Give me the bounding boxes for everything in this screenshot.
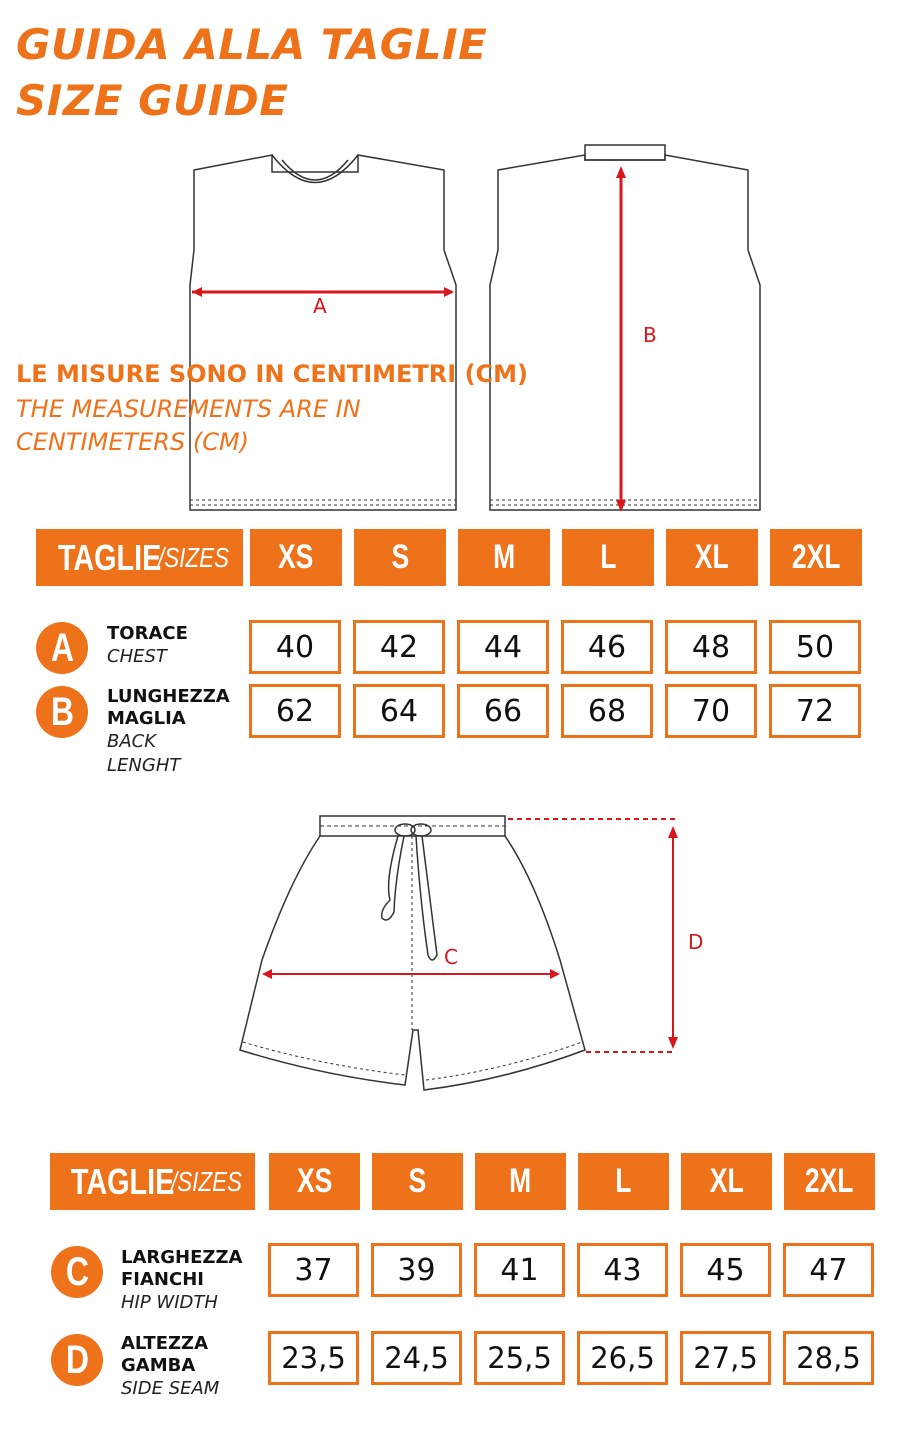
- page-subtitle: SIZE GUIDE: [16, 76, 289, 125]
- chest-l-value: 46: [561, 620, 653, 674]
- page-title: GUIDA ALLA TAGLIE: [16, 20, 488, 69]
- hip-xl-value: 45: [680, 1243, 771, 1297]
- hip-l-value: 43: [577, 1243, 668, 1297]
- seam-s-value: 24,5: [371, 1331, 462, 1385]
- shirt-size-m: M: [458, 529, 550, 586]
- shirt-size-xl: XL: [666, 529, 758, 586]
- shorts-size-m: M: [475, 1153, 566, 1210]
- length-l-value: 68: [561, 684, 653, 738]
- measure-c-arrow-right: [550, 969, 560, 979]
- length-xl-value: 70: [665, 684, 757, 738]
- measure-d-label: D: [688, 930, 704, 954]
- shorts-size-l: L: [578, 1153, 669, 1210]
- row-c-label: [121, 1247, 256, 1315]
- hip-2xl-value: 47: [783, 1243, 874, 1297]
- shirt-size-l: L: [562, 529, 654, 586]
- row-d-badge: D: [51, 1334, 103, 1386]
- length-s-value: 64: [353, 684, 445, 738]
- units-note-en: THE MEASUREMENTS ARE IN CENTIMETERS (CM): [16, 395, 361, 456]
- measure-c-label: C: [444, 945, 458, 969]
- shorts-size-xl: XL: [681, 1153, 772, 1210]
- shorts-sizes-header: [50, 1153, 255, 1210]
- shorts-size-xs: XS: [269, 1153, 360, 1210]
- row-d-label: [121, 1333, 231, 1401]
- hip-m-value: 41: [474, 1243, 565, 1297]
- shirt-header-en: /SIZES: [157, 541, 229, 573]
- measure-d-arrow-bottom: [668, 1037, 678, 1049]
- shirt-size-2xl: 2XL: [770, 529, 862, 586]
- length-2xl-value: 72: [769, 684, 861, 738]
- row-b-label-it: LUNGHEZZA MAGLIA: [107, 686, 230, 729]
- measure-d-arrow-top: [668, 826, 678, 838]
- shorts-size-s: S: [372, 1153, 463, 1210]
- measure-a-arrow-left: [192, 287, 202, 297]
- seam-l-value: 26,5: [577, 1331, 668, 1385]
- chest-s-value: 42: [353, 620, 445, 674]
- measure-b-label: B: [643, 323, 657, 347]
- row-b-label: [107, 686, 242, 778]
- row-d-label-en: SIDE SEAM: [121, 1378, 220, 1399]
- shirt-header-it: TAGLIE: [58, 536, 162, 578]
- seam-2xl-value: 28,5: [783, 1331, 874, 1385]
- chest-xs-value: 40: [249, 620, 341, 674]
- row-a-label-en: CHEST: [107, 646, 167, 667]
- shirt-back-drawing: [490, 145, 760, 510]
- chest-2xl-value: 50: [769, 620, 861, 674]
- shirt-sizes-header: [36, 529, 243, 586]
- seam-xl-value: 27,5: [680, 1331, 771, 1385]
- row-c-badge: C: [51, 1246, 103, 1298]
- row-a-badge: A: [36, 622, 88, 674]
- length-m-value: 66: [457, 684, 549, 738]
- row-b-badge: B: [36, 686, 88, 738]
- measure-c-arrow-left: [262, 969, 272, 979]
- shorts-header-it: TAGLIE: [71, 1160, 175, 1202]
- seam-xs-value: 23,5: [268, 1331, 359, 1385]
- row-d-label-it: ALTEZZA GAMBA: [121, 1333, 209, 1376]
- shirt-size-xs: XS: [250, 529, 342, 586]
- hip-xs-value: 37: [268, 1243, 359, 1297]
- measure-a-label: A: [313, 294, 327, 318]
- measure-b-arrow-top: [616, 166, 626, 178]
- chest-xl-value: 48: [665, 620, 757, 674]
- units-note-it: LE MISURE SONO IN CENTIMETRI (CM): [16, 360, 529, 388]
- shorts-drawing: [240, 816, 585, 1090]
- row-c-label-it: LARGHEZZA FIANCHI: [121, 1247, 243, 1290]
- seam-m-value: 25,5: [474, 1331, 565, 1385]
- row-b-label-en: BACK LENGHT: [107, 731, 181, 776]
- shorts-header-en: /SIZES: [170, 1165, 242, 1197]
- chest-m-value: 44: [457, 620, 549, 674]
- shirt-size-s: S: [354, 529, 446, 586]
- row-a-label-it: TORACE: [107, 623, 188, 644]
- shorts-size-2xl: 2XL: [784, 1153, 875, 1210]
- hip-s-value: 39: [371, 1243, 462, 1297]
- row-c-label-en: HIP WIDTH: [121, 1292, 218, 1313]
- row-a-label: [107, 623, 188, 669]
- length-xs-value: 62: [249, 684, 341, 738]
